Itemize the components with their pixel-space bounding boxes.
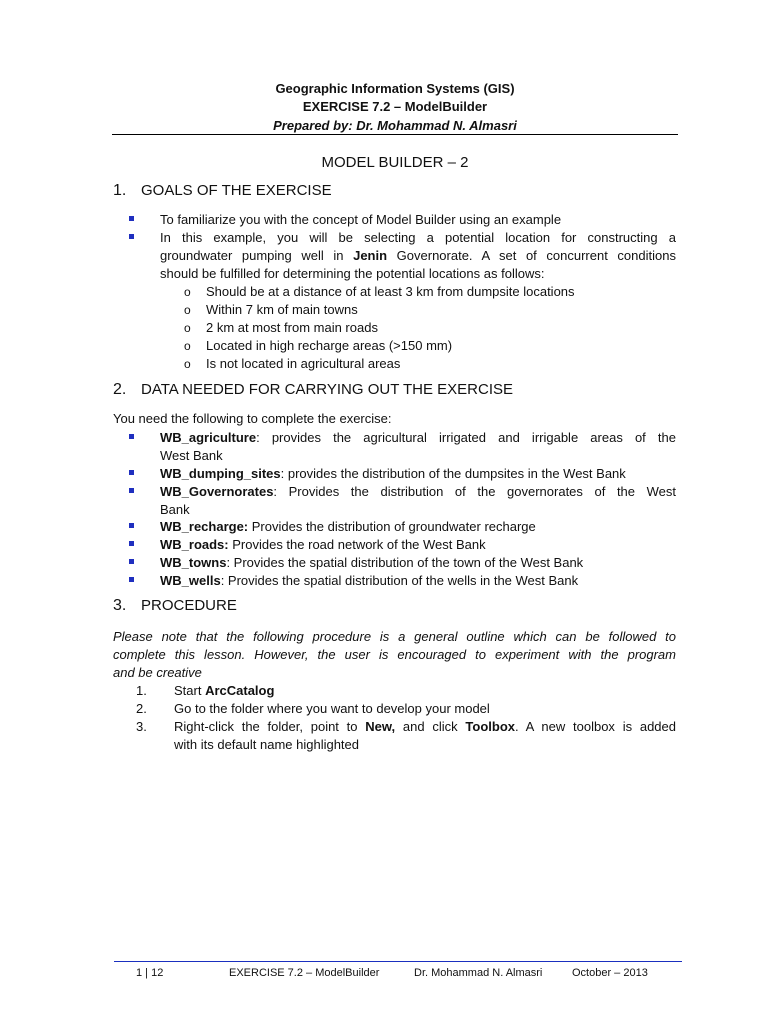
- step-1: Start ArcCatalog: [174, 683, 275, 698]
- goal-item-2-line-2: groundwater pumping well in Jenin Governorate. A set of concurrent conditions: [160, 248, 676, 263]
- sub-bullet-marker: o: [184, 339, 191, 353]
- data-item-governorates: WB_Governorates: Provides the distribution of the governorates of the West: [160, 484, 676, 499]
- sub-bullet-marker: o: [184, 321, 191, 335]
- header-course-title: Geographic Information Systems (GIS): [275, 81, 515, 96]
- bullet-icon: [129, 234, 134, 239]
- step-2: Go to the folder where you want to develop your model: [174, 701, 490, 716]
- condition-item: Should be at a distance of at least 3 km from dumpsite locations: [206, 284, 575, 299]
- step-number: 2.: [136, 701, 147, 716]
- bullet-icon: [129, 577, 134, 582]
- condition-item: Within 7 km of main towns: [206, 302, 358, 317]
- data-intro: You need the following to complete the exercise:: [113, 411, 392, 426]
- bullet-icon: [129, 523, 134, 528]
- data-item-governorates-line-2: Bank: [160, 502, 190, 517]
- governorate-name: Jenin: [353, 248, 388, 263]
- footer-exercise: EXERCISE 7.2 – ModelBuilder: [229, 967, 380, 979]
- bullet-icon: [129, 488, 134, 493]
- sub-bullet-marker: o: [184, 357, 191, 371]
- section-3-heading: [113, 596, 237, 616]
- data-item-roads: WB_roads: Provides the road network of the West Bank: [160, 537, 486, 552]
- header-divider: [112, 134, 678, 135]
- bullet-icon: [129, 541, 134, 546]
- section-1-number: 1.: [113, 182, 127, 199]
- step-number: 3.: [136, 719, 147, 734]
- data-item-recharge: WB_recharge: Provides the distribution of groundwater recharge: [160, 519, 536, 534]
- document-title: MODEL BUILDER – 2: [321, 154, 469, 171]
- goal-item-2-line-3: should be fulfilled for determining the potential locations as follows:: [160, 266, 545, 281]
- goal-item-1: To familiarize you with the concept of Model Builder using an example: [160, 212, 562, 227]
- data-item-wells: WB_wells: Provides the spatial distribution of the wells in the West Bank: [160, 573, 579, 588]
- step-3: Right-click the folder, point to New, and click Toolbox. A new toolbox is added: [174, 719, 676, 734]
- condition-item: Located in high recharge areas (>150 mm): [206, 338, 453, 353]
- section-2-heading: [113, 380, 513, 400]
- step-number: 1.: [136, 683, 147, 698]
- app-name-arccatalog: ArcCatalog: [205, 683, 275, 698]
- data-item-agriculture: WB_agriculture: provides the agricultural irrigated and irrigable areas of the: [160, 430, 676, 445]
- condition-item: Is not located in agricultural areas: [206, 356, 401, 371]
- section-3-number: 3.: [113, 597, 127, 614]
- condition-item: 2 km at most from main roads: [206, 320, 378, 335]
- section-1-title: GOALS OF THE EXERCISE: [141, 182, 332, 199]
- section-3-title: PROCEDURE: [141, 597, 237, 614]
- footer-author: Dr. Mohammad N. Almasri: [414, 967, 543, 979]
- header-author: Prepared by: Dr. Mohammad N. Almasri: [273, 118, 517, 133]
- procedure-note-line-2: complete this lesson. However, the user is encouraged to experiment with the program: [113, 647, 676, 662]
- section-1-heading: [113, 181, 332, 201]
- bullet-icon: [129, 559, 134, 564]
- footer-page-number: 1 | 12: [136, 967, 164, 979]
- procedure-note-line-1: Please note that the following procedure is a general outline which can be followed to: [113, 629, 676, 644]
- step-3-line-2: with its default name highlighted: [174, 737, 360, 752]
- data-item-agriculture-line-2: West Bank: [160, 448, 223, 463]
- header-exercise-title: EXERCISE 7.2 – ModelBuilder: [302, 99, 488, 114]
- section-2-number: 2.: [113, 381, 127, 398]
- sub-bullet-marker: o: [184, 303, 191, 317]
- goal-item-2-line-1: In this example, you will be selecting a potential location for constructing a: [160, 230, 676, 245]
- bullet-icon: [129, 216, 134, 221]
- procedure-note-line-3: and be creative: [113, 665, 202, 680]
- bullet-icon: [129, 434, 134, 439]
- footer-divider: [114, 961, 682, 962]
- sub-bullet-marker: o: [184, 285, 191, 299]
- footer-date: October – 2013: [572, 967, 648, 979]
- bullet-icon: [129, 470, 134, 475]
- data-item-dumping-sites: WB_dumping_sites: provides the distribution of the dumpsites in the West Bank: [160, 466, 626, 481]
- section-2-title: DATA NEEDED FOR CARRYING OUT THE EXERCISE: [141, 381, 514, 398]
- data-item-towns: WB_towns: Provides the spatial distribution of the town of the West Bank: [160, 555, 584, 570]
